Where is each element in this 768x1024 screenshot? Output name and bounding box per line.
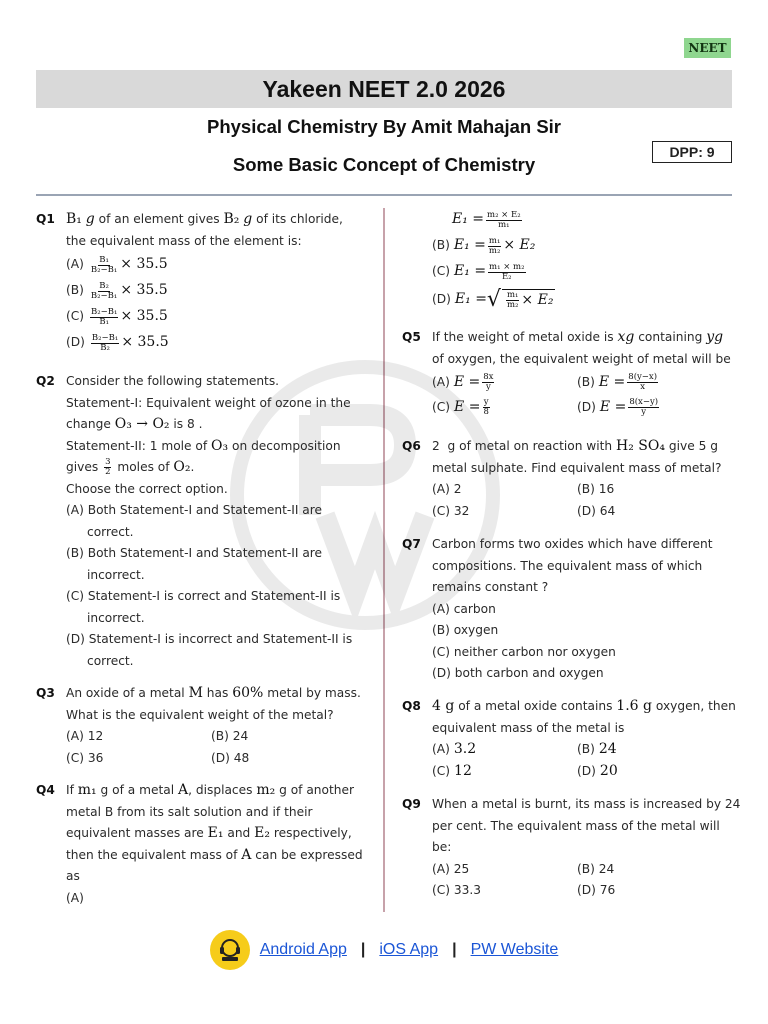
math-g: g	[85, 211, 95, 227]
question-number: Q2	[36, 374, 55, 388]
question-text: be:	[432, 840, 452, 854]
option-b: (B) 24	[211, 729, 249, 743]
question-text: the equivalent mass of the element is:	[66, 233, 302, 248]
option-c: (C) E₁ = $\frac{\text{m₁ × m₂}}{\text{E₂}}$	[432, 261, 525, 282]
option-c	[66, 304, 343, 330]
option-b: (B) 24	[577, 861, 615, 876]
question-text: If the weight of metal oxide is xg containing yg	[432, 329, 724, 345]
question-text: An oxide of a metal M has 60% metal by mass.	[66, 685, 361, 701]
question-text: equivalent masses are E₁ and E₂ respectively,	[66, 825, 352, 841]
math-times: × 35.5	[120, 308, 168, 325]
question-number: Q4	[36, 783, 55, 797]
math-times: × 35.5	[120, 256, 168, 273]
question-text: Statement-I: Equivalent weight of ozone in the	[66, 395, 351, 410]
customer-service-icon[interactable]	[210, 930, 250, 970]
math-g: g	[243, 211, 253, 227]
header-divider	[36, 194, 732, 196]
option-a: (A) 3.2	[432, 741, 477, 757]
option-c-cont: incorrect.	[87, 610, 145, 625]
option-a: (A) carbon	[432, 601, 496, 616]
question-text: of oxygen, the equivalent weight of metal will be	[432, 351, 731, 366]
option-c: (C) 12	[432, 762, 472, 779]
option-d: (D) E₁ = √ $\frac{\text{m₁}}{\text{m₂}}$ × E₂	[432, 287, 554, 313]
option-d: (D) E = $\frac{8(x-y)}{y}$	[577, 396, 659, 417]
option-d	[66, 330, 343, 356]
option-d: (D) both carbon and oxygen	[432, 666, 604, 680]
option-d: (D) Statement-I is incorrect and Statement-II is	[66, 632, 353, 646]
question-text: 2 g of metal on reaction with H₂ SO₄ give 5 g	[432, 438, 718, 454]
option-a: (A) Both Statement-I and Statement-II are	[66, 503, 323, 517]
question-text: as	[66, 869, 80, 883]
math-times: × 35.5	[120, 282, 168, 299]
option-d: (D) 48	[211, 750, 250, 765]
question-text: Statement-II: 1 mole of O₃ on decomposition	[66, 437, 341, 454]
option-a	[66, 252, 343, 278]
question-text: then the equivalent mass of A can be expressed	[66, 846, 363, 863]
question-text: 4 g of a metal oxide contains 1.6 g oxygen, then	[432, 698, 736, 714]
separator: |	[452, 941, 457, 958]
option-b: (B) E = $\frac{8(y-x)}{x}$	[577, 371, 658, 392]
option-c: (C) neither carbon nor oxygen	[432, 644, 616, 659]
question-number: Q7	[402, 537, 421, 551]
fraction: $\frac{\text{B₂}}{\text{B₂−B₁}}$	[90, 280, 118, 301]
question-text: Carbon forms two oxides which have different	[432, 537, 713, 551]
math-times: × 35.5	[121, 334, 169, 351]
option-a: (A) 2	[432, 482, 462, 496]
option-label: (C)	[66, 309, 85, 324]
option-a: (A) 12	[66, 729, 104, 743]
question-number: Q9	[402, 797, 421, 811]
option-d: (D) 64	[577, 503, 616, 518]
math-b2: B₂	[223, 211, 240, 227]
subtitle: Physical Chemistry By Amit Mahajan Sir	[206, 116, 562, 137]
android-app-link[interactable]: Android App	[259, 941, 347, 958]
topic-title: Some Basic Concept of Chemistry	[232, 154, 536, 175]
question-text: equivalent mass of the metal is	[432, 720, 625, 735]
question-text: Choose the correct option.	[66, 481, 228, 496]
text: of an element gives	[94, 212, 224, 226]
question-text: compositions. The equivalent mass of which	[432, 558, 703, 573]
dpp-badge: DPP: 9	[652, 141, 732, 163]
option-label: (D)	[66, 335, 85, 350]
question-text: metal B from its salt solution and if their	[66, 804, 313, 819]
option-c: (C) Statement-I is correct and Statement-II is	[66, 589, 341, 603]
option-a-cont: correct.	[87, 524, 134, 539]
separator: |	[360, 941, 366, 958]
fraction: $\frac{\text{B₁}}{\text{B₂−B₁}}$	[90, 254, 118, 275]
question-text: gives $\frac{3}{2}$ moles of O₂ .	[66, 457, 195, 478]
option-b: (B) Both Statement-I and Statement-II are	[66, 546, 323, 560]
option-a: (A) E = $\frac{8x}{y}$	[432, 371, 494, 392]
math-b1: B₁	[66, 211, 82, 227]
ios-app-link[interactable]: iOS App	[379, 941, 439, 958]
question-text: What is the equivalent weight of the metal?	[66, 707, 334, 722]
question-text: change O₃ → O₂ is 8 .	[66, 416, 203, 432]
question-text: Consider the following statements.	[66, 374, 280, 388]
page-title: Yakeen NEET 2.0 2026	[36, 70, 732, 108]
question-number: Q3	[36, 686, 55, 700]
option-label: (A)	[66, 257, 84, 272]
option-c: (C) 32	[432, 503, 470, 518]
option-c: (C) 33.3	[432, 883, 482, 897]
question-number: Q1	[36, 212, 55, 226]
option-b-cont: incorrect.	[87, 567, 145, 582]
option-d: (D) 76	[577, 883, 616, 897]
option-c: (C) 36	[66, 750, 104, 765]
option-a: (A) 25	[432, 861, 470, 876]
question-text: metal sulphate. Find equivalent mass of metal?	[432, 460, 722, 475]
sqrt-icon: √	[486, 287, 501, 313]
question-number: Q5	[402, 330, 421, 344]
option-c: (C) E = $\frac{y}{8}$	[432, 396, 489, 417]
question-text: If m₁ g of a metal A , displaces m₂ g of another	[66, 782, 355, 798]
option-d: (D) 20	[577, 762, 618, 779]
option-b: (B) oxygen	[432, 623, 499, 637]
fraction: $\frac{\text{B₂−B₁}}{\text{B₂}}$	[91, 332, 119, 353]
option-b: (B) 16	[577, 482, 615, 496]
option-b: (B) E₁ = $\frac{\text{m₁}}{\text{m₂}}$ × E₂	[432, 235, 536, 256]
option-b	[66, 278, 343, 304]
question-text: remains constant ?	[432, 580, 549, 594]
question-text: When a metal is burnt, its mass is increased by 24	[432, 797, 741, 811]
option-a: (A)	[66, 890, 84, 905]
footer-links	[0, 928, 768, 972]
headset-icon	[215, 935, 245, 965]
pw-website-link[interactable]: PW Website	[470, 941, 559, 958]
option-a-formula: E₁ = $\frac{\text{m₂ × E₂}}{\text{m₁}}$	[452, 209, 521, 230]
option-label: (B)	[66, 283, 84, 298]
neet-badge: NEET	[684, 38, 731, 58]
option-b: (B) 24	[577, 741, 617, 757]
question-number: Q6	[402, 439, 421, 453]
option-d-cont: correct.	[87, 653, 134, 668]
fraction: $\frac{\text{B₂−B₁}}{\text{B₁}}$	[91, 306, 118, 327]
text: of its chloride,	[252, 212, 343, 226]
question-text	[66, 209, 343, 231]
question-number: Q8	[402, 699, 421, 713]
question-text: per cent. The equivalent mass of the metal will	[432, 818, 720, 833]
